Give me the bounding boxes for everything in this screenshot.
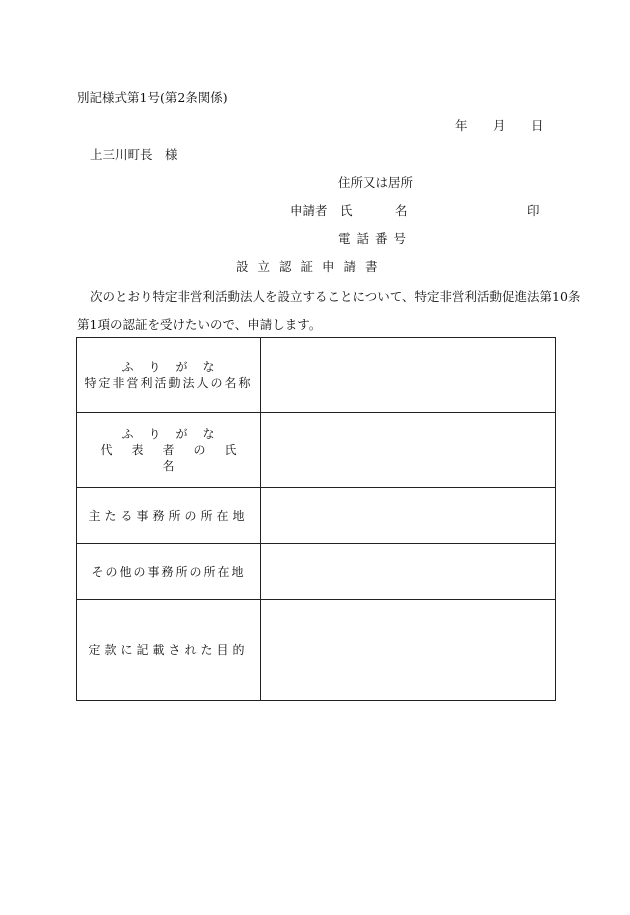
table-row (77, 544, 556, 600)
row-label-cell (77, 600, 261, 701)
phone-label: 電話番号 (338, 231, 413, 246)
corporation-name-label: 特定非営利活動法人の名称 (84, 376, 253, 390)
date-year: 年 (455, 118, 468, 133)
table-row (77, 338, 556, 413)
document-title: 設立認証申請書 (236, 259, 387, 274)
representative-name-field[interactable] (261, 413, 556, 488)
addressee: 上三川町長 様 (90, 147, 178, 162)
purpose-field[interactable] (261, 600, 556, 701)
other-office-field[interactable] (261, 544, 556, 600)
furigana-label: ふりがな (121, 360, 230, 374)
seal-mark: 印 (527, 203, 540, 218)
address-label: 住所又は居所 (338, 175, 414, 190)
purpose-label: 定款に記載された目的 (88, 643, 249, 657)
table-row (77, 413, 556, 488)
date-line (455, 118, 544, 134)
date-month: 月 (493, 118, 506, 133)
row-label-cell (77, 338, 261, 413)
body-line-2: 第1項の認証を受けたいので、申請します。 (77, 317, 322, 332)
other-office-label: その他の事務所の所在地 (91, 564, 246, 579)
row-label-cell (77, 488, 261, 544)
corporation-name-field[interactable] (261, 338, 556, 413)
application-table (76, 337, 556, 701)
row-label-cell (77, 544, 261, 600)
body-line-1: 次のとおり特定非営利活動法人を設立することについて、特定非営利活動促進法第10条 (90, 289, 581, 304)
representative-name-label: 代表者の氏名 (100, 443, 256, 473)
form-number: 別記様式第1号(第2条関係) (77, 90, 228, 105)
row-label-cell (77, 413, 261, 488)
table-row (77, 600, 556, 701)
date-day: 日 (531, 118, 544, 133)
main-office-field[interactable] (261, 488, 556, 544)
applicant-label: 申請者 氏 (290, 203, 353, 218)
main-office-label: 主たる事務所の所在地 (88, 508, 249, 523)
furigana-label: ふりがな (121, 427, 230, 441)
name-label: 名 (395, 203, 408, 218)
table-row (77, 488, 556, 544)
